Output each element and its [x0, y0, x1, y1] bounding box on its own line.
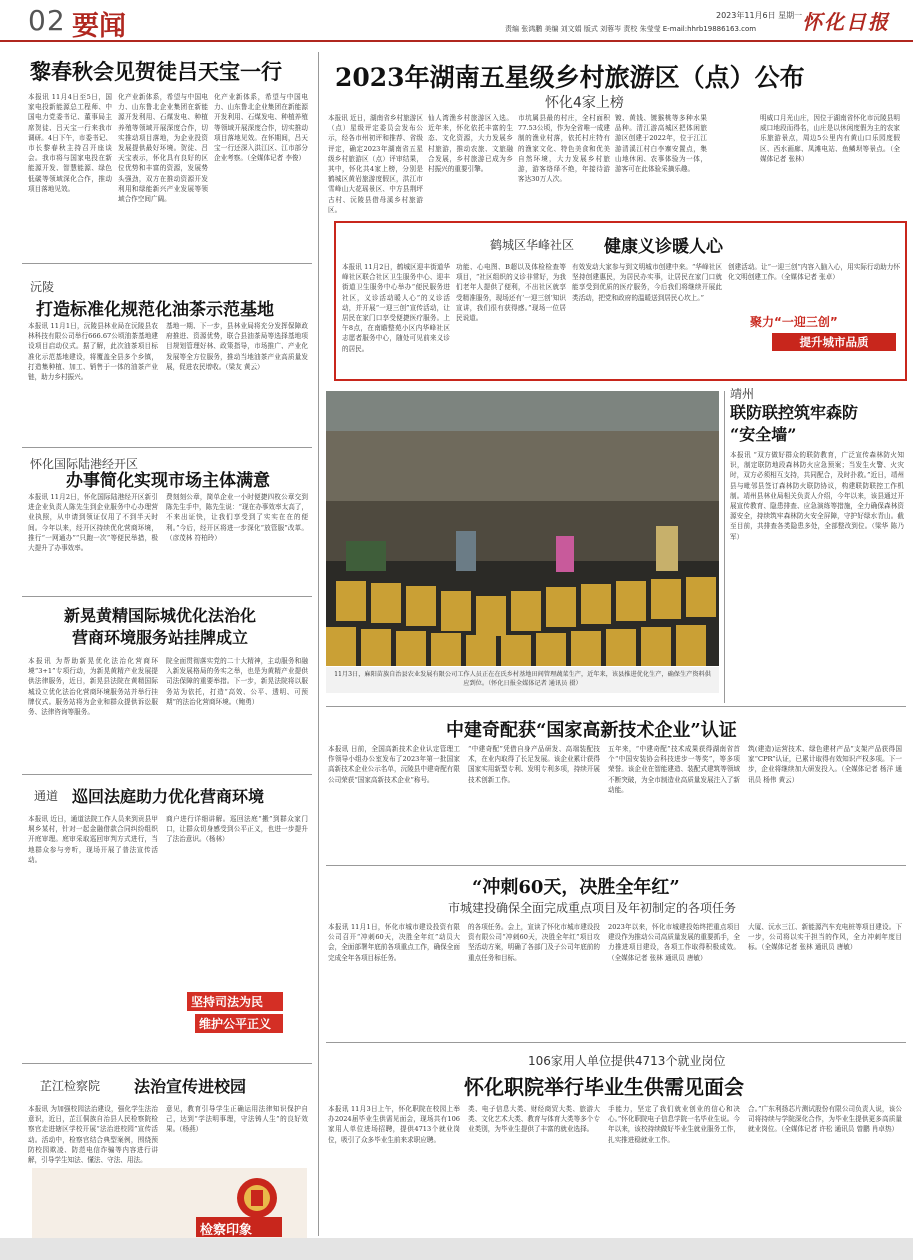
article-title-chongci: “冲刺60天，决胜全年红” — [472, 877, 680, 898]
section-divider — [22, 596, 312, 597]
column-divider — [724, 391, 725, 703]
article-title-yuanling: 打造标准化规范化油茶示范基地 — [36, 300, 274, 320]
article-title-jianchayuan: 法治宣传进校园 — [134, 1077, 247, 1096]
article-kicker-jingkaiqu: 怀化国际陆港经开区 — [30, 457, 139, 471]
article-body: 化产业新体系，希望与中国电力、山东鲁北企业集团在新能源开发利用、石煤发电、种植养殖等领域开展深度合作，切实推动项目落地，为企业投资发展提供最好环境。贺徒、吕天宝表示，怀化具有良好的区位优势和丰富的资源，发展势头强劲，双方在推动资源开发利用和绿能新兴产业发展等领域合作空间广阔。 — [118, 93, 208, 204]
column-divider — [318, 52, 319, 1236]
newspaper-logo: 怀化日报 — [802, 10, 890, 34]
article-body: 费刻刻公章，简单企业一小时便捷四枚公章交到陈先生手中，陈先生说：“现在办事效率太高了，不来出证快，让我们享受到了实实在在的便利。”今后，经开区将进一步深化“放管服”改革。（彦茂林 符柏玲） — [166, 493, 308, 542]
article-kicker-chongci: 市城建投确保全面完成重点项目及年初制定的各项任务 — [448, 901, 737, 915]
section-divider — [22, 447, 312, 448]
article-title-xinhuang: 新晃黄精国际城优化法治化 营商环境服务站挂牌成立 — [63, 606, 256, 647]
article-kicker-jianchayuan: 芷江检察院 — [40, 1079, 101, 1093]
article-title-zhongjian: 中建奇配获“国家高新技术企业”认证 — [446, 720, 737, 741]
procuratorate-image — [32, 1168, 307, 1238]
article-body: 大厦、沅水三江、新能源汽车充电桩等项目建设。下一步，公司将以实干担当的作风，全力冲刺年度目标。（全媒体记者 张林 通讯员 唐敏） — [748, 923, 902, 952]
article-body: 本报讯 日前，全国高新技术企业认定管理工作领导小组办公室发布了2023年第一批国家高新技术企业公示名单，沅陵县中建奇配有限公司荣获“国家高新技术企业”称号。 — [328, 745, 460, 784]
article-title-zhiyuan: 怀化职院举行毕业生供需见面会 — [464, 1075, 744, 1099]
article-body: 功能、心电图、B超以及体检检查等项目，“社区组织的义诊非常好，为我们老年人提供了便利，不出社区就享受精准服务，现场还有‘一迎三创’知识宣讲，我们很有获得感。”现场一位居民说道。 — [456, 263, 566, 323]
article-body: 明威口月光山庄，因位于湖南省怀化市沅陵县明威口地段而得名，山庄是以休闲度假为主的农家乐旅游景点，周边5公里内有黄山口乐园度假区、西水画廊、凤滩电站、鱼鳞坝等景点。（全媒体记者 张林） — [760, 114, 900, 163]
article-body: 合。”广东利扬芯片测试股份有限公司负责人说，该公司将持续与学院深化合作，为毕业生提供更多高质量就业岗位。（全媒体记者 许松 通讯员 曾鹏 肖卓热） — [748, 1105, 902, 1134]
article-body: 的各项任务。会上，宣读了怀化市城市建设投资有限公司“冲刺60天，决胜全年红”项目攻坚活动方案，明确了各部门及子公司年底前的重点任务和目标。 — [468, 923, 600, 962]
page-bottom-margin — [0, 1238, 913, 1260]
section-divider — [326, 706, 906, 707]
banner-top-text: 聚力“一迎三创” — [750, 315, 838, 329]
article-title-tongdao: 巡回法庭助力优化营商环境 — [72, 787, 265, 806]
article-body: 本报讯 11月1日，沅陵县林业局在沅陵县农林科技有限公司举行666.67公顷油茶基地建设项目启动仪式。据了解，此次油茶项目标准化示范基地建设，将覆盖全县多个乡镇，打造集种植、加工、销售于一体的油茶产业链，助力乡村振兴。 — [28, 322, 158, 382]
article-body: 化产业新体系，希望与中国电力、山东鲁北企业集团在新能源开发利用、石煤发电、种植养殖等领域开展深度合作，切实推动项目落地见效。在怀期间，吕天宝一行还深入洪江区、江市部分企业考察。（全媒体记者 李俊） — [214, 93, 308, 163]
article-body: 创建活动。让“一迎三创”内容入脑入心，用实际行动助力怀化文明创建工作。（全媒体记者 张卓） — [728, 263, 900, 282]
article-body: 手能力，坚定了我们就业创业的信心和决心。”怀化职院电子信息学院一名毕业生说。今年以来，该校持续做好毕业生就业服务工作，扎实推进稳就业工作。 — [608, 1105, 740, 1144]
article-body: 仙人湾渔乡村旅游区入选。近年来，怀化依托丰富的生态、文化资源，大力发展乡村旅游，推动农旅、文旅融合发展，乡村旅游已成为乡村振兴的重要引擎。 — [428, 114, 513, 174]
article-body: 意见，教育引导学生正确运用法律知识保护自己，达到“学法明事理，守法铸人生”的良好效果。（杨燕） — [166, 1105, 308, 1134]
article-body: 本报讯 11月2日，鹤城区迎丰街道华峰社区联合社区卫生服务中心、迎丰街道卫生服务中心举办“便民服务进社区，义诊活动暖人心”的义诊活动，并开展“一迎三创”宣传活动，让居民在家门口享受便捷医疗服务。上午8点，在南瞻整苑小区内华峰社区志愿者服务中心，随处可见前来义诊的居民。 — [342, 263, 450, 353]
article-body: 五年来，“中建奇配”技术成果获得湖南省首个“中国安装协会科技进步一等奖”，等多项荣誉。该企业在智能建造、装配式建筑等领域不断突破，为全市制造业高质量发展注入了新动能。 — [608, 745, 740, 794]
slogan-line: 坚持司法为民 — [187, 992, 283, 1011]
article-body: 院全面贯彻落实党的二十大精神，主动服务和融入新发展格局的务实之举，也是为黄精产业提供司法保障的重要举措。下一步，新晃法院将以服务站为依托，打造“高效、公平、透明、可预期”的法治化营商环境。（鲍勇） — [166, 657, 308, 706]
page-number: 02 — [28, 4, 66, 37]
article-body: 类、电子信息大类、财经商贸大类、旅游大类、文化艺术大类、教育与体育大类等多个专业类别，为毕业生提供了丰富的就业选择。 — [468, 1105, 600, 1134]
article-body: 基地一期、下一步，县林业局将充分发挥保障政府推进、资源优势，联合县油茶局等选择基地项目规划管理好林、政策指导，市场推广、产业化发展等全方位服务，推动当地油茶产业高质量发展，促进农民增收。（梁友 黄云） — [166, 322, 308, 371]
page-header — [0, 0, 913, 42]
procuratorate-emblem-icon — [32, 1168, 307, 1238]
article-title-jiankang: 健康义诊暖人心 — [604, 237, 723, 257]
article-kicker-zhiyuan: 106家用人单位提供4713个就业岗位 — [528, 1054, 726, 1068]
article-body: 镀、黄钱、镀猴桃等多种水果品种。清江游高城区把体闲旅游区创建于2022年，位于江江游清溪江村白李寨安置点，集山地休闲、农事体验为一体，游客可在此体验采摘乐趣。 — [615, 114, 707, 174]
section-divider — [326, 865, 906, 866]
article-body: 本报讯 为加强校园法治建设，强化学生法治意识，近日，芷江侗族自治县人民检察院检察官走进辖区学校开展“法治进校园”宣传活动。活动中，检察官结合典型案例，围绕预防校园欺凌、防范电信诈骗等内容进行讲解，引导学生知法、懂法、守法、用法。 — [28, 1105, 158, 1165]
farm-workers-photo — [326, 391, 719, 666]
issue-date: 2023年11月6日 星期一 — [716, 11, 803, 20]
article-body: 本报讯 11月2日，怀化国际陆港经开区新引进企业负责人陈先生到企业服务中心办理营业执照，从申请到领证仅用了不到半天时间。今年以来，经开区持续优化营商环境，推行“一网通办”“只跑一次”等便民举措，极大提升了办事效率。 — [28, 493, 158, 553]
section-title: 要闻 — [72, 11, 126, 42]
section-divider — [22, 774, 312, 775]
article-kicker-jingzhou: 靖州 — [730, 387, 755, 401]
article-body: 本报讯 近日，湖南省乡村旅游区（点）星级评定委员会发布公示，经各市州初评和推荐、省级评定，确定2023年湖南省五星级乡村旅游区（点）评审结果，其中，怀化共4家上榜，分别是鹤城区黄岩旅游度假区，洪江市雪峰山大花瑶景区、中方县荆坪古村、沅陵县借母溪乡村旅游区。 — [328, 114, 423, 213]
article-body: 本报讯 近日，通道法院工作人员来到贡县甲垌乡某村，针对一起金融借款合同纠纷组织开庭审理。庭审采取巡回审判方式进行，当地群众参与旁听，现场开展了普法宣传活动。 — [28, 815, 158, 864]
headline-title: 2023年湖南五星级乡村旅游区（点）公布 — [335, 63, 805, 92]
article-body: 市坑属县最的村庄，全村面积77.53公顷，作为全省唯一成建制的渔业村落，依托村庄特有的渔家文化、特色美食和优美自然环境，大力发展乡村旅游，游客络绎不绝，年接待游客达30万人次。 — [518, 114, 610, 184]
slogan-stamp — [187, 992, 283, 1054]
article-kicker-tongdao: 通道 — [34, 789, 59, 803]
section-divider — [22, 1063, 312, 1064]
staff-credits: 责编 张鸿鹏 美编 刘文娟 版式 刘蓉岑 责校 朱莹莹 E-mail:hhrb19886163.com — [505, 25, 757, 33]
banner-bar-text: 提升城市品质 — [772, 333, 896, 351]
headline-kicker: 怀化4家上榜 — [545, 95, 624, 111]
section-divider — [326, 1042, 906, 1043]
article-body: 有效发动大家参与到文明城市创建中来。“华峰社区坚持创建惠民，为居民办实事，让居民在家门口就能享受到优质的医疗服务，今后我们将继续开展此类活动，把党和政府的温暖送到居民心坎上。” — [572, 263, 722, 302]
article-kicker-jiankang: 鹤城区华峰社区 — [490, 238, 575, 252]
photo-caption: 11月3日，麻阳苗族自治县农业发展有限公司工作人员正在在氏乡村基地田间管理蔬菜生产，近年来，该县推进优化生产，确保生产资料供应到位。（怀化日报全媒体记者 通讯员 摄） — [326, 667, 719, 693]
article-title-jingkaiqu: 办事简化实现市场主体满意 — [66, 471, 270, 491]
procuratorate-caption: 检察印象 — [200, 1223, 253, 1238]
article-body: 筑(建造)运营技术、绿色建材产品”支架产品获得国家“CPR”认证，已累计取得有效知识产权多项。下一步，企业将继续加大研发投入。（全媒体记者 杨洋 通讯员 杨伟 黄云） — [748, 745, 902, 784]
article-body: 本报讯 为帮助新晃优化法治化营商环境“3+1”专项行动，为新晃黄精产业发展提供法律服务，近日，新晃县法院在黄精国际城设立优化法治化营商环境服务站并举行挂牌仪式。服务站将为企业和群众提供诉讼服务、法律咨询等服务。 — [28, 657, 158, 717]
article-body: 本报讯 11月1日，怀化市城市建设投资有限公司召开“冲刺60天，决胜全年红”动员大会，全面部署年底前各项重点工作，确保全面完成全年各项目标任务。 — [328, 923, 460, 962]
news-photo — [326, 391, 719, 666]
article-body: 商户进行详细讲解。巡回法庭“搬”到群众家门口，让群众切身感受到公平正义，也进一步提升了法治意识。（杨林） — [166, 815, 308, 844]
section-divider — [22, 263, 312, 264]
slogan-line: 维护公平正义 — [195, 1014, 283, 1033]
article-title-lichunqiu: 黎春秋会见贺徒吕天宝一行 — [30, 59, 282, 84]
article-kicker-yuanling: 沅陵 — [30, 280, 55, 294]
article-title-jingzhou: 联防联控筑牢森防 “安全墙” — [730, 403, 859, 444]
article-body: 本报讯 “双方做好群众的联防教育，广泛宣传森林防火知识，制定联防地段森林防火应急预案；当发生火警、火灾时，双方必须相互支持，共同配合，及时扑救。”近日，靖州县与毗邻县签订森林防火联防协议，构建联防联控工作机制。靖州县林业局相关负责人介绍，今年以来，该县通过开展宣传教育、隐患排查、应急演练等措施，全力确保森林资源安全，持续筑牢森林防火安全屏障，守护好绿水青山。截至目前，共排查各类隐患多处，全部整改到位。（梁华 陈乃军） — [730, 451, 904, 541]
article-body: 本报讯 11月4日至5日，国家电投新能源总工程师、中国电力党委书记、董事局主席贺徒、吕天宝一行来我市调研。4日下午，市委书记、市长黎春秋主持召开座谈会。我市将与国家电投在新能源开发、智慧能源、绿色低碳等领域深化合作，推动项目落地见效。 — [28, 93, 112, 193]
article-body: 本报讯 11月3日上午，怀化职院在校园上举办2024届毕业生供需见面会，现场共有106家用人单位进场招聘，提供4713个就业岗位，吸引了众多毕业生前来求职应聘。 — [328, 1105, 460, 1144]
article-body: 2023年以来，怀化市城建投始终把重点项目建设作为推动公司高质量发展的重要抓手，全力推进项目建设，各项工作取得积极成效。（全媒体记者 张林 通讯员 唐敏） — [608, 923, 740, 962]
campaign-banner — [750, 313, 900, 357]
article-body: “中建奇配”凭借自身产品研发、高端装配技术，在业内取得了长足发展。该企业累计获得国家实用新型专利、发明专利多项，持续开展技术创新工作。 — [468, 745, 600, 784]
